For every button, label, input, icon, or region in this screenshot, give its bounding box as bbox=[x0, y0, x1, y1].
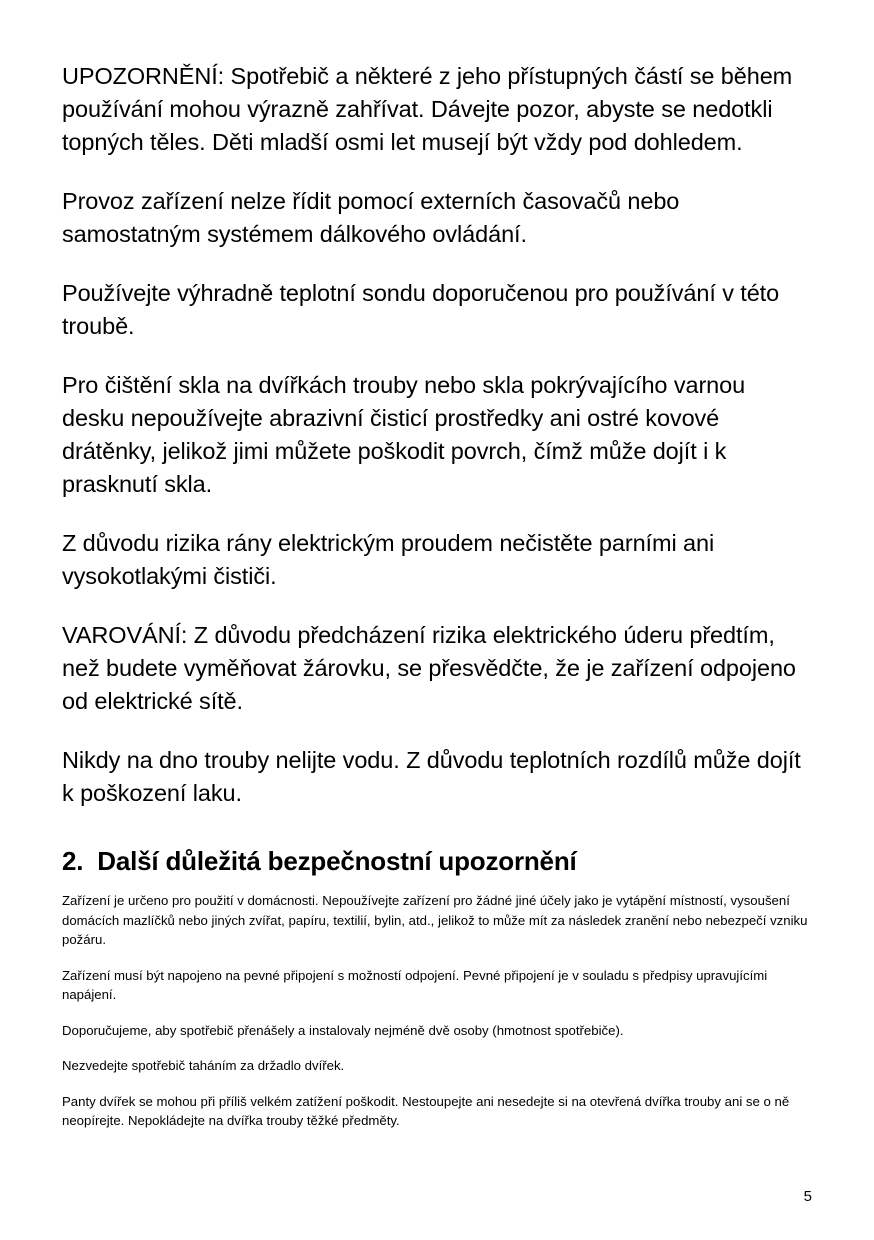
warning-paragraph-heating: UPOZORNĚNÍ: Spotřebič a některé z jeho přístupných částí se během používání mohou výrazně zahřívat. Dávejte pozor, abyste se nedotkli topných těles. Děti mladší osmi let musejí být vždy pod dohledem. bbox=[62, 63, 793, 155]
section-paragraph-household-use: Zařízení je určeno pro použití v domácnosti. Nepoužívejte zařízení pro žádné jiné účely jako je vytápění místností, vysoušení domácích mazlíčků nebo jiných zvířat, papíru, textilií, bylin, atd., jelikož to může mít za následek zranění nebo nebezpečí vzniku požáru. bbox=[62, 893, 808, 947]
section-heading bbox=[62, 846, 812, 877]
warning-paragraph-probe: Používejte výhradně teplotní sondu doporučenou pro používání v této troubě. bbox=[62, 280, 780, 339]
section-paragraph-hinges: Panty dvířek se mohou při příliš velkém zatížení poškodit. Nestoupejte ani nesedejte si na otevřená dvířka trouby ani se o ně neopírejte. Nepokládejte na dvířka trouby těžké předměty. bbox=[62, 1093, 790, 1128]
warning-paragraph-timer: Provoz zařízení nelze řídit pomocí externích časovačů nebo samostatným systémem dálkového ovládání. bbox=[62, 188, 680, 247]
warning-paragraph-lamp: VAROVÁNÍ: Z důvodu předcházení rizika elektrického úderu předtím, než budete vyměňovat žárovku, se přesvědčte, že je zařízení odpojeno od elektrické sítě. bbox=[62, 622, 796, 714]
section-title: Další důležitá bezpečnostní upozornění bbox=[97, 846, 577, 876]
section-paragraph-handle: Nezvedejte spotřebič taháním za držadlo dvířek. bbox=[62, 1058, 345, 1073]
warning-paragraph-water: Nikdy na dno trouby nelijte vodu. Z důvodu teplotních rozdílů může dojít k poškození laku. bbox=[62, 747, 801, 806]
section-paragraph-two-persons: Doporučujeme, aby spotřebič přenášely a instalovaly nejméně dvě osoby (hmotnost spotřebiče). bbox=[62, 1022, 624, 1038]
page-number: 5 bbox=[803, 1188, 812, 1205]
section-number: 2. bbox=[62, 846, 84, 876]
warning-paragraph-steam-cleaner: Z důvodu rizika rány elektrickým proudem nečistěte parními ani vysokotlakými čističi. bbox=[62, 530, 715, 589]
warning-paragraph-glass-cleaning: Pro čištění skla na dvířkách trouby nebo skla pokrývajícího varnou desku nepoužívejte abrazivní čisticí prostředky ani ostré kovové drátěnky, jelikož jimi můžete poškodit povrch, čímž může dojít i k prasknutí skla. bbox=[62, 372, 746, 497]
section-paragraph-fixed-connection: Zařízení musí být napojeno na pevné připojení s možností odpojení. Pevné připojení je v souladu s předpisy upravujícími napájení. bbox=[62, 967, 768, 1002]
